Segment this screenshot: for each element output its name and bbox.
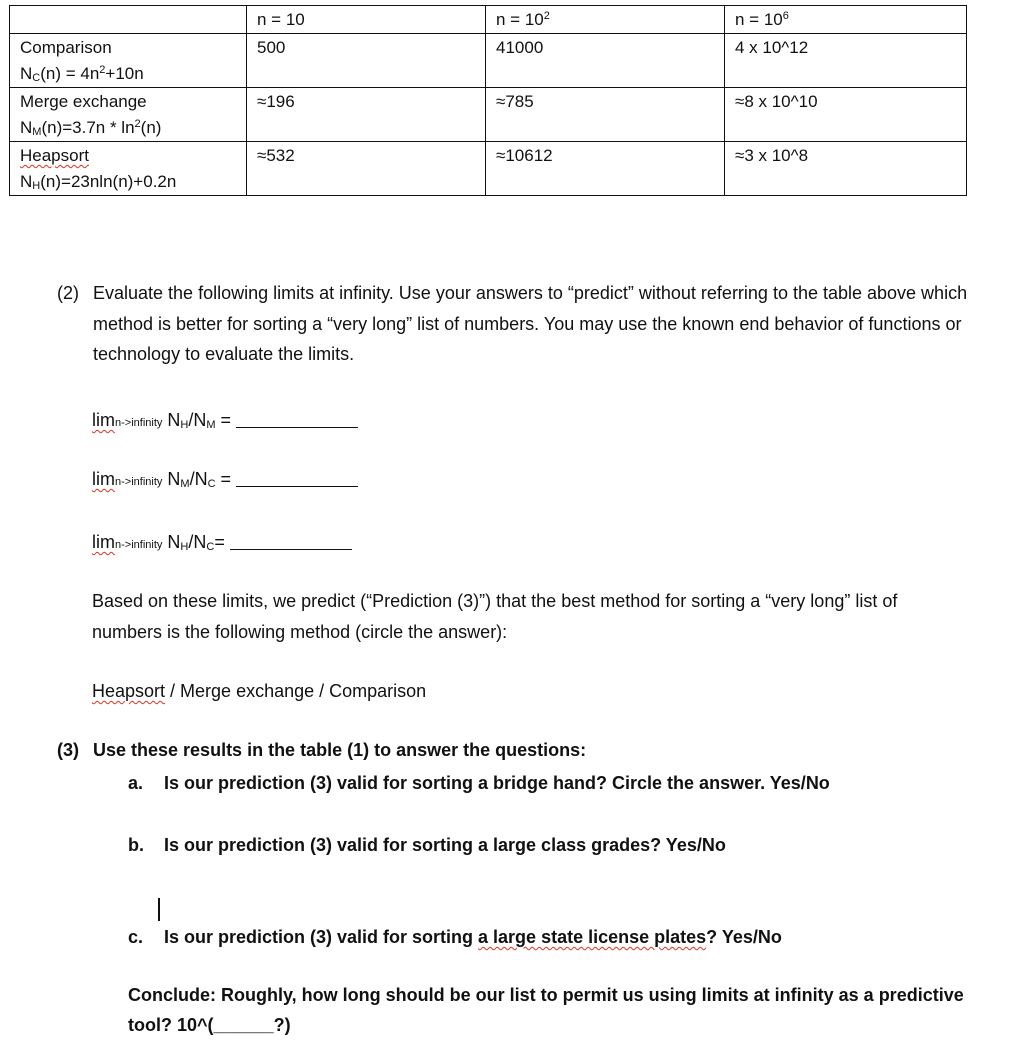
method-formula: $N_M(n)=3.7n * \ln^2(n)$: [20, 118, 162, 138]
value-cell: ≈532: [247, 142, 486, 196]
table-header-row: [10, 6, 967, 34]
method-choices: [92, 681, 426, 702]
header-cell-n10: n = 10: [247, 6, 486, 34]
question-number: (3): [57, 740, 79, 760]
question-text: Use these results in the table (1) to answer the questions:: [93, 740, 587, 760]
value-cell: 500: [247, 34, 486, 88]
value-cell: ≈196: [247, 88, 486, 142]
answer-blank[interactable]: ______: [213, 1015, 274, 1035]
method-cell-heapsort: [10, 142, 247, 196]
value-cell: ≈785: [486, 88, 725, 142]
method-cell-merge: [10, 88, 247, 142]
method-formula: $N_H(n)=23nln(n)+0.2n$: [20, 172, 177, 192]
item-marker: a.: [128, 773, 144, 793]
item-text: Is our prediction (3) valid for sorting a large state license plates? Yes/No: [164, 927, 782, 947]
item-text: Is our prediction (3) valid for sorting a bridge hand? Circle the answer. Yes/No: [164, 773, 830, 793]
header-cell-n100: $n = 10^2$: [486, 6, 725, 34]
limit-line-h-over-c: limn->infinity $N_H/N_C=$: [92, 532, 352, 553]
method-name: Merge exchange: [20, 92, 147, 111]
answer-blank[interactable]: [236, 472, 358, 487]
conclusion-question: Conclude: Roughly, how long should be our list to permit us using limits at infinity as a predictive tool? 10^(______?): [128, 985, 964, 1035]
value-cell: ≈10612: [486, 142, 725, 196]
answer-blank[interactable]: [236, 413, 358, 428]
limit-line-h-over-m: limn->infinity $N_H/N_M$ =: [92, 410, 358, 431]
table-row: [10, 34, 967, 88]
text-cursor: [158, 898, 160, 921]
header-cell-n1e6: $n = 10^6$: [725, 6, 967, 34]
choice-others[interactable]: / Merge exchange / Comparison: [165, 681, 427, 701]
item-marker: c.: [128, 927, 144, 947]
method-name: Heapsort: [20, 146, 89, 165]
table-row: [10, 88, 967, 142]
table-row: [10, 142, 967, 196]
method-formula: $N_C(n) = 4n^2+10n$: [20, 64, 144, 84]
header-cell-empty: [10, 6, 247, 34]
method-name: Comparison: [20, 38, 112, 57]
question-text: Evaluate the following limits at infinity. Use your answers to “predict” without referring to the table above which method is better for sorting a “very long” list of numbers. You may use the known end behavior of functions or technology to evaluate the limits.: [93, 283, 968, 364]
value-cell: 41000: [486, 34, 725, 88]
answer-blank[interactable]: [230, 535, 352, 550]
choice-heapsort[interactable]: Heapsort: [92, 681, 166, 701]
value-cell: ≈8 x 10^10: [725, 88, 967, 142]
item-text: Is our prediction (3) valid for sorting a large class grades? Yes/No: [164, 835, 726, 855]
value-cell: ≈3 x 10^8: [725, 142, 967, 196]
comparison-table: [9, 5, 967, 196]
prediction-text: Based on these limits, we predict (“Prediction (3)”) that the best method for sorting a “very long” list of numbers is the following method (circle the answer):: [92, 591, 898, 642]
value-cell: 4 x 10^12: [725, 34, 967, 88]
method-cell-comparison: [10, 34, 247, 88]
item-marker: b.: [128, 835, 144, 855]
limit-line-m-over-c: limn->infinity $N_M/N_C$ =: [92, 469, 358, 490]
question-number: (2): [57, 283, 79, 303]
